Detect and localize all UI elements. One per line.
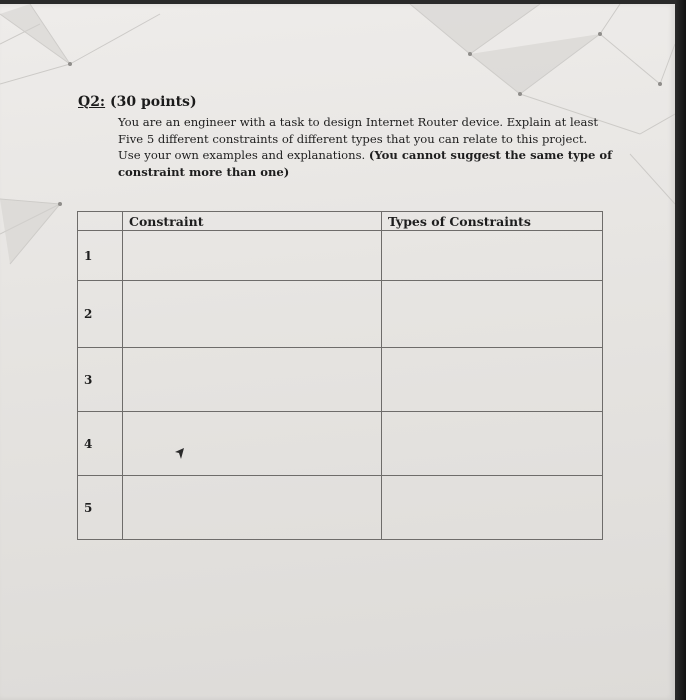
question-heading bbox=[78, 94, 197, 110]
type-cell[interactable] bbox=[382, 348, 603, 412]
question-number: Q2: bbox=[78, 94, 106, 110]
constraint-cell[interactable] bbox=[123, 281, 382, 348]
question-line-1: You are an engineer with a task to design Internet Router device. Explain at least bbox=[118, 115, 599, 129]
worksheet-page bbox=[0, 4, 675, 700]
question-bold-note: (You cannot suggest the same type of bbox=[368, 148, 613, 162]
type-cell[interactable] bbox=[382, 281, 603, 348]
table-header-row bbox=[78, 212, 603, 231]
type-cell[interactable] bbox=[382, 231, 603, 281]
photo-dark-edge bbox=[675, 0, 686, 700]
table-row bbox=[78, 476, 603, 540]
question-line-3: Use your own examples and explanations. bbox=[118, 148, 366, 162]
row-index: 4 bbox=[78, 412, 123, 476]
question-line-2: Five 5 different constraints of different types that you can relate to this project. bbox=[118, 131, 588, 146]
row-index: 5 bbox=[78, 476, 123, 540]
constraint-cell[interactable] bbox=[123, 476, 382, 540]
constraint-cell[interactable] bbox=[123, 412, 382, 476]
type-cell[interactable] bbox=[382, 412, 603, 476]
header-constraint: Constraint bbox=[123, 212, 382, 231]
header-index bbox=[78, 212, 123, 231]
table-row bbox=[78, 412, 603, 476]
type-cell[interactable] bbox=[382, 476, 603, 540]
header-types: Types of Constraints bbox=[382, 212, 603, 231]
arrow-cursor-icon bbox=[175, 448, 185, 460]
row-index: 3 bbox=[78, 348, 123, 412]
constraint-cell[interactable] bbox=[123, 231, 382, 281]
question-points: (30 points) bbox=[109, 94, 197, 110]
constraints-table bbox=[77, 211, 603, 540]
question-text bbox=[118, 114, 618, 180]
row-index: 2 bbox=[78, 281, 123, 348]
table-row bbox=[78, 281, 603, 348]
constraint-cell[interactable] bbox=[123, 348, 382, 412]
table-row bbox=[78, 348, 603, 412]
question-bold-note-end: constraint more than one) bbox=[118, 164, 290, 179]
row-index: 1 bbox=[78, 231, 123, 281]
table-row bbox=[78, 231, 603, 281]
